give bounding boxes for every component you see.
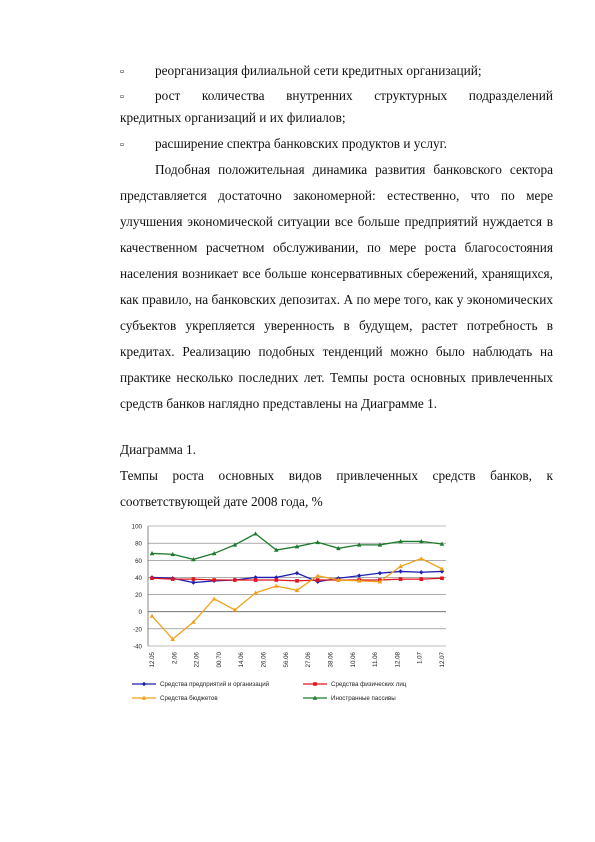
paragraph-line: субъектов укрепляется уверенность в будущем, растет потребность в [120,318,553,333]
data-point [274,578,278,582]
paragraph-line: населения возникает все больше консервативных сбережений, хранящихся, [120,266,553,281]
x-tick-label: 00.70 [215,652,223,668]
data-point [295,571,299,575]
data-point [253,531,258,535]
y-tick-label: 0 [138,609,142,617]
paragraph-line: представляется достаточно закономерной: естественно, что по мере [120,188,553,203]
bullet-text: рост количества внутренних структурных подразделений [155,88,553,103]
bullet-text: реорганизация филиальной сети кредитных организаций; [155,63,482,78]
data-point [191,580,195,584]
bullet-marker: ▫ [120,91,124,103]
data-point [171,577,175,581]
data-point [192,577,196,581]
legend-marker [142,682,146,686]
y-tick-label: 80 [135,540,142,548]
diagram-title: Диаграмма 1. [120,442,197,457]
data-point [419,577,423,581]
series-line [152,559,442,640]
y-tick-label: 40 [135,574,142,582]
x-tick-label: 12.08 [394,652,402,668]
paragraph-line: Подобная положительная динамика развития банковского сектора [155,162,553,177]
bullet-marker: ▫ [120,66,124,78]
data-point [399,577,403,581]
data-point [150,576,154,580]
y-tick-label: -40 [133,643,142,651]
x-tick-label: 1.07 [416,652,424,665]
data-point [212,578,216,582]
x-tick-label: 11.06 [372,652,380,668]
legend-marker [313,682,317,686]
data-point [254,578,258,582]
x-tick-label: 38.06 [327,652,335,668]
bullet-marker: ▫ [120,139,124,151]
data-point [419,570,423,574]
x-tick-label: 2.06 [171,652,179,665]
x-tick-label: 27.06 [305,652,313,668]
diagram-caption-continuation: соответствующей дате 2008 года, % [120,494,323,509]
data-point [233,578,237,582]
data-point [295,579,299,583]
paragraph-line: практике несколько последних лет. Темпы роста основных привлеченных [120,370,553,385]
x-tick-label: 12.07 [439,652,446,668]
diagram-caption: Темпы роста основных видов привлеченных средств банков, к [120,468,553,483]
legend-label: Средства бюджетов [160,695,218,703]
x-tick-label: 26.06 [260,652,268,668]
y-tick-label: -20 [133,626,142,634]
y-tick-label: 60 [135,557,142,565]
data-point [398,569,402,573]
x-tick-label: 10.06 [349,652,357,668]
legend-label: Средства физических лиц [331,681,407,689]
data-point [212,596,217,600]
paragraph-line: кредитах. Реализацию подобных тенденций можно было наблюдать на [120,344,553,359]
data-point [378,571,382,575]
data-point [150,614,155,618]
y-tick-label: 20 [135,592,142,600]
legend-label: Иностранные пассивы [331,695,396,703]
line-chart [118,518,458,710]
paragraph-line: средств банков наглядно представлены на Диаграмме 1. [120,396,438,411]
x-tick-label: 22.06 [193,652,201,668]
paragraph-line: улучшения экономической ситуации все больше предприятий нуждается в [120,214,553,229]
paragraph-line: как правило, на банковских депозитах. А по мере того, как у экономических [120,292,553,307]
bullet-text-continuation: кредитных организаций и их филиалов; [120,110,346,125]
x-tick-label: 12.05 [149,652,156,668]
y-tick-label: 100 [131,523,142,531]
data-point [419,556,424,560]
legend-label: Средства предприятий и организаций [160,681,270,689]
x-tick-label: 56.06 [282,652,290,668]
paragraph-line: качественном расчетном обслуживании, по мере роста благосостояния [120,240,553,255]
data-point [316,578,320,582]
bullet-text: расширение спектра банковских продуктов и услуг. [155,136,447,151]
data-point [440,576,444,580]
x-tick-label: 14.06 [238,652,246,668]
